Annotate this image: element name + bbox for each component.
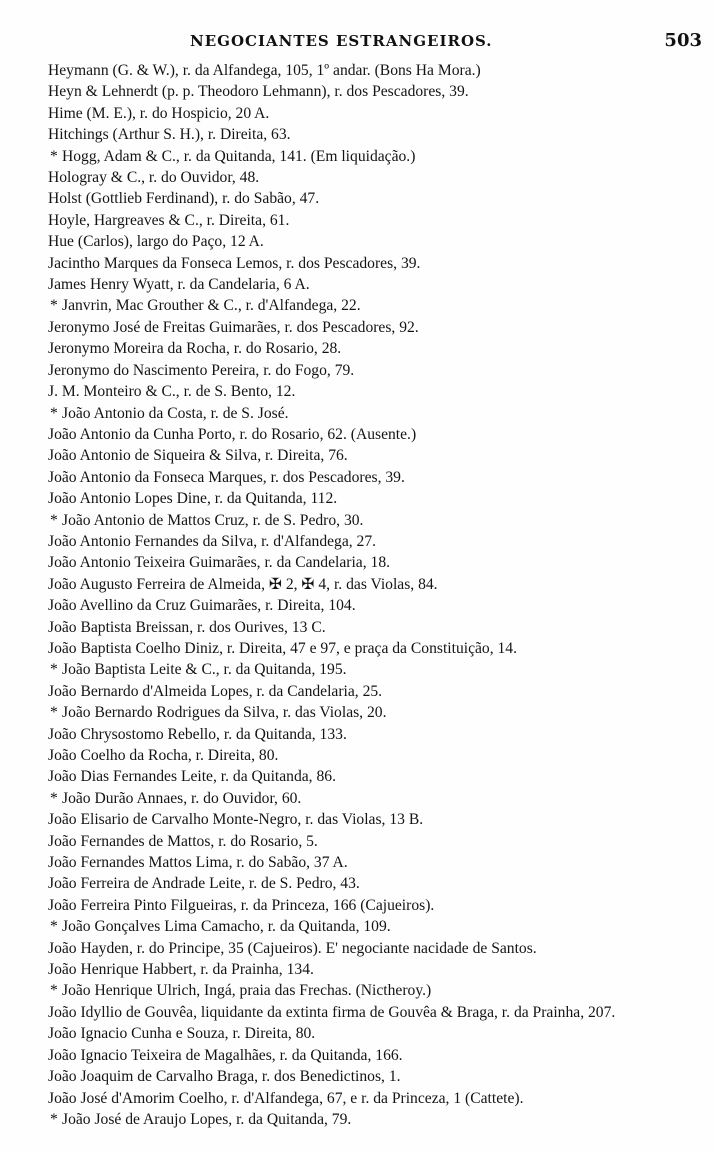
merchant-entry-text: João Fernandes de Mattos, r. do Rosario, 5. xyxy=(48,832,318,850)
asterisk-mark: * xyxy=(50,147,58,165)
merchant-entry-text: Jeronymo Moreira da Rocha, r. do Rosario, 28. xyxy=(48,340,342,358)
merchant-entry-text: João Henrique Habbert, r. da Prainha, 134. xyxy=(48,961,314,979)
merchant-entry-text: Hitchings (Arthur S. H.), r. Direita, 63. xyxy=(48,126,291,144)
merchant-entry xyxy=(48,124,698,145)
merchant-entry-text: João Antonio de Siqueira & Silva, r. Direita, 76. xyxy=(48,447,348,465)
merchant-entry xyxy=(48,231,698,252)
merchant-entry-text: João Gonçalves Lima Camacho, r. da Quitanda, 109. xyxy=(62,918,391,936)
merchant-entry-text: João Antonio de Mattos Cruz, r. de S. Pedro, 30. xyxy=(62,511,364,529)
merchant-entry-text: João Baptista Breissan, r. dos Ourives, 13 C. xyxy=(48,618,326,636)
merchant-entry-text: João Antonio Lopes Dine, r. da Quitanda, 112. xyxy=(48,490,338,508)
merchant-entry-text: João Hayden, r. do Principe, 35 (Cajueiros). E' negociante nacidade de Santos. xyxy=(48,939,537,957)
merchant-entry-text: João Coelho da Rocha, r. Direita, 80. xyxy=(48,747,279,764)
merchant-entry xyxy=(48,188,698,209)
page-header xyxy=(0,30,714,60)
merchant-entry xyxy=(48,1066,698,1087)
merchant-entry xyxy=(48,295,698,316)
merchant-entry xyxy=(48,317,698,338)
asterisk-mark: * xyxy=(50,661,58,679)
merchant-entry xyxy=(48,338,698,359)
merchant-entry xyxy=(48,531,698,552)
merchant-entry-text: João Durão Annaes, r. do Ouvidor, 60. xyxy=(62,789,302,807)
merchant-entry xyxy=(48,980,698,1001)
asterisk-mark: * xyxy=(50,918,58,936)
merchant-entry-text: João Antonio Teixeira Guimarães, r. da Candelaria, 18. xyxy=(48,554,391,572)
merchant-entry xyxy=(48,210,698,231)
merchant-entry xyxy=(48,146,698,167)
asterisk-mark: * xyxy=(50,511,58,529)
merchant-entry-text: João Fernandes Mattos Lima, r. do Sabão, 37 A. xyxy=(48,854,348,872)
merchant-entry-text: João Ignacio Cunha e Souza, r. Direita, 80. xyxy=(48,1025,316,1043)
merchant-entry xyxy=(48,617,698,638)
merchant-entry-text: Jacintho Marques da Fonseca Lemos, r. dos Pescadores, 39. xyxy=(48,254,421,272)
merchant-entry xyxy=(48,552,698,573)
merchant-entry-text: João Henrique Ulrich, Ingá, praia das Frechas. (Nictheroy.) xyxy=(62,982,432,1000)
merchant-entry-text: Hue (Carlos), largo do Paço, 12 A. xyxy=(48,233,264,251)
merchant-entry xyxy=(48,895,698,916)
merchant-entry-text: João Joaquim de Carvalho Braga, r. dos Benedictinos, 1. xyxy=(48,1068,401,1086)
merchant-entry xyxy=(48,510,698,531)
asterisk-mark: * xyxy=(50,1110,58,1128)
asterisk-mark: * xyxy=(50,982,58,1000)
merchant-entry-text: João Idyllio de Gouvêa, liquidante da extinta firma de Gouvêa & Braga, r. da Prainha, 207. xyxy=(48,1003,616,1021)
merchant-entry-text: João Baptista Coelho Diniz, r. Direita, 47 e 97, e praça da Constituição, 14. xyxy=(48,639,517,657)
merchant-entry xyxy=(48,959,698,980)
merchant-entry-text: João Bernardo d'Almeida Lopes, r. da Candelaria, 25. xyxy=(48,682,383,700)
merchant-entry xyxy=(48,1045,698,1066)
merchant-entry xyxy=(48,809,698,830)
page-number: 503 xyxy=(664,30,702,51)
merchant-entry xyxy=(48,916,698,937)
merchant-entry xyxy=(48,681,698,702)
merchant-entry-text: João Antonio da Fonseca Marques, r. dos Pescadores, 39. xyxy=(48,468,405,486)
merchant-entry xyxy=(48,81,698,102)
merchant-entry xyxy=(48,103,698,124)
merchant-entry xyxy=(48,702,698,723)
merchant-entry-text: João Antonio Fernandes da Silva, r. d'Alfandega, 27. xyxy=(48,532,377,550)
asterisk-mark: * xyxy=(50,704,58,722)
merchant-entry-text: Hime (M. E.), r. do Hospicio, 20 A. xyxy=(48,104,270,122)
merchant-entry xyxy=(48,638,698,659)
merchant-entry-text: João Chrysostomo Rebello, r. da Quitanda, 133. xyxy=(48,725,347,743)
merchant-entry-text: Hogg, Adam & C., r. da Quitanda, 141. (Em liquidação.) xyxy=(62,147,416,165)
merchant-entry xyxy=(48,60,698,81)
merchant-entry-text: João Baptista Leite & C., r. da Quitanda, 195. xyxy=(62,661,347,679)
merchant-entry xyxy=(48,574,698,595)
merchant-entry xyxy=(48,1002,698,1023)
merchant-entry xyxy=(48,766,698,787)
merchant-entry xyxy=(48,745,698,766)
merchant-entry-text: João Dias Fernandes Leite, r. da Quitanda, 86. xyxy=(48,768,336,786)
running-title: NEGOCIANTES ESTRANGEIROS. xyxy=(190,32,493,50)
merchant-entry xyxy=(48,488,698,509)
merchant-entry xyxy=(48,873,698,894)
merchant-list xyxy=(48,60,698,1130)
merchant-entry-text: Heymann (G. & W.), r. da Alfandega, 105, 1º andar. (Bons Ha Mora.) xyxy=(48,62,481,79)
merchant-entry-text: João Augusto Ferreira de Almeida, ✠ 2, ✠ 4, r. das Violas, 84. xyxy=(48,575,438,593)
asterisk-mark: * xyxy=(50,789,58,807)
merchant-entry xyxy=(48,659,698,680)
merchant-entry-text: João Ignacio Teixeira de Magalhães, r. da Quitanda, 166. xyxy=(48,1046,403,1064)
merchant-entry xyxy=(48,788,698,809)
merchant-entry xyxy=(48,424,698,445)
merchant-entry-text: João Antonio da Costa, r. de S. José. xyxy=(62,404,289,422)
merchant-entry xyxy=(48,1088,698,1109)
merchant-entry xyxy=(48,724,698,745)
merchant-entry-text: Janvrin, Mac Grouther & C., r. d'Alfandega, 22. xyxy=(62,297,361,315)
merchant-entry xyxy=(48,167,698,188)
merchant-entry xyxy=(48,595,698,616)
merchant-entry-text: Jeronymo José de Freitas Guimarães, r. dos Pescadores, 92. xyxy=(48,318,419,336)
merchant-entry-text: João José de Araujo Lopes, r. da Quitanda, 79. xyxy=(62,1110,352,1128)
merchant-entry xyxy=(48,831,698,852)
merchant-entry-text: João Bernardo Rodrigues da Silva, r. das Violas, 20. xyxy=(62,704,387,722)
asterisk-mark: * xyxy=(50,404,58,422)
merchant-entry-text: João Ferreira Pinto Filgueiras, r. da Princeza, 166 (Cajueiros). xyxy=(48,896,435,914)
merchant-entry xyxy=(48,1023,698,1044)
merchant-entry xyxy=(48,852,698,873)
merchant-entry-text: J. M. Monteiro & C., r. de S. Bento, 12. xyxy=(48,383,296,401)
merchant-entry-text: João Ferreira de Andrade Leite, r. de S. Pedro, 43. xyxy=(48,875,360,893)
merchant-entry xyxy=(48,253,698,274)
merchant-entry-text: James Henry Wyatt, r. da Candelaria, 6 A. xyxy=(48,276,310,294)
merchant-entry xyxy=(48,403,698,424)
merchant-entry xyxy=(48,467,698,488)
merchant-entry-text: Holst (Gottlieb Ferdinand), r. do Sabão, 47. xyxy=(48,190,320,208)
merchant-entry-text: Jeronymo do Nascimento Pereira, r. do Fogo, 79. xyxy=(48,361,355,379)
merchant-entry xyxy=(48,274,698,295)
merchant-entry xyxy=(48,381,698,402)
merchant-entry-text: Hologray & C., r. do Ouvidor, 48. xyxy=(48,169,260,187)
merchant-entry-text: João Antonio da Cunha Porto, r. do Rosario, 62. (Ausente.) xyxy=(48,425,417,443)
merchant-entry xyxy=(48,938,698,959)
merchant-entry-text: Heyn & Lehnerdt (p. p. Theodoro Lehmann), r. dos Pescadores, 39. xyxy=(48,83,469,101)
merchant-entry xyxy=(48,360,698,381)
merchant-entry-text: João Avellino da Cruz Guimarães, r. Direita, 104. xyxy=(48,597,356,615)
merchant-entry xyxy=(48,445,698,466)
merchant-entry-text: Hoyle, Hargreaves & C., r. Direita, 61. xyxy=(48,211,290,229)
merchant-entry-text: João Elisario de Carvalho Monte-Negro, r. das Violas, 13 B. xyxy=(48,811,424,829)
asterisk-mark: * xyxy=(50,297,58,315)
merchant-entry-text: João José d'Amorim Coelho, r. d'Alfandega, 67, e r. da Princeza, 1 (Cattete). xyxy=(48,1089,524,1107)
merchant-entry xyxy=(48,1109,698,1130)
